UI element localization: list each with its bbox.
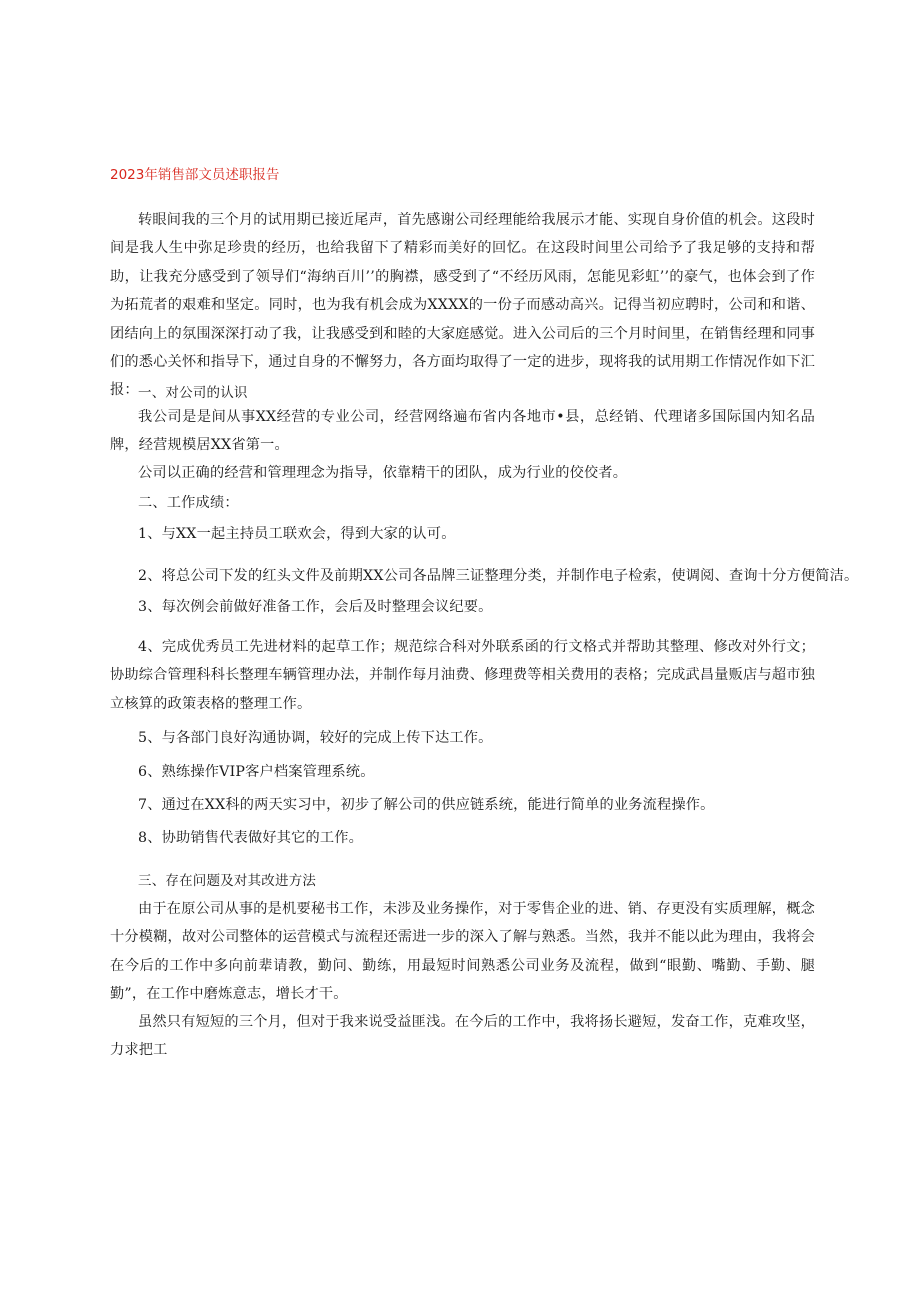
achievement-item-8: 8、协助销售代表做好其它的工作。: [138, 830, 364, 846]
achievement-item-4: 4、完成优秀员工先进材料的起草工作；规范综合科对外联系函的行文格式并帮助其整理、修改对外行文；协助综合管理科科长整理车辆管理办法，并制作每月油费、修理费等相关费用的表格；完成武昌量贩店与超市独立核算的政策表格的整理工作。: [110, 639, 815, 712]
achievement-item-2: 2、将总公司下发的红头文件及前期XX公司各品牌三证整理分类，并制作电子检索，使调阅、查询十分方便简洁。: [138, 568, 859, 584]
achievement-item-6: 6、熟练操作VIP客户档案管理系统。: [138, 764, 375, 780]
section-3-paragraph-2: 虽然只有短短的三个月，但对于我来说受益匪浅。在今后的工作中，我将扬长避短，发奋工作，克难攻坚，力求把工: [110, 1014, 815, 1059]
achievement-item-5: 5、与各部门良好沟通协调，较好的完成上传下达工作。: [138, 730, 493, 746]
section-3-paragraph-1: 由于在原公司从事的是机要秘书工作，未涉及业务操作，对于零售企业的进、销、存更没有实质理解，概念十分模糊，故对公司整体的运营模式与流程还需进一步的深入了解与熟悉。当然，我并不能以此为理由，我将会在今后的工作中多向前辈请教，勤问、勤练，用最短时间熟悉公司业务及流程，做到“眼勤、嘴勤、手勤、腿勤”，在工作中磨炼意志，增长才干。: [110, 901, 815, 1003]
achievement-item-7: 7、通过在XX科的两天实习中，初步了解公司的供应链系统，能进行简单的业务流程操作。: [138, 797, 715, 813]
document-title: 2023年销售部文员述职报告: [110, 167, 280, 183]
section-1-paragraph-1: 我公司是是间从事XX经营的专业公司，经营网络遍布省内各地市•县，总经销、代理诸多国际国内知名品牌，经营规模居XX省第一。: [110, 409, 815, 454]
achievement-item-1: 1、与XX一起主持员工联欢会，得到大家的认可。: [138, 526, 456, 542]
section-2-heading: 二、工作成绩：: [138, 495, 239, 511]
section-3-heading: 三、存在问题及对其改进方法: [138, 873, 317, 889]
section-1-heading: 一、对公司的认识: [138, 385, 248, 401]
intro-paragraph: 转眼间我的三个月的试用期已接近尾声，首先感谢公司经理能给我展示才能、实现自身价值的机会。这段时间是我人生中弥足珍贵的经历，也给我留下了精彩而美好的回忆。在这段时间里公司给予了我足够的支持和帮助，让我充分感受到了领导们“海纳百川’’的胸襟，感受到了“不经历风雨，怎能见彩虹’’的豪气，也体会到了作为拓荒者的艰难和坚定。同时，也为我有机会成为XXXX的一份子而感动高兴。记得当初应聘时，公司和和谐、团结向上的氛围深深打动了我，让我感受到和睦的大家庭感觉。进入公司后的三个月时间里，在销售经理和同事们的悉心关怀和指导下，通过自身的不懈努力，各方面均取得了一定的进步，现将我的试用期工作情况作如下汇报：: [110, 212, 815, 399]
section-1-paragraph-2: 公司以正确的经营和管理理念为指导，依靠精干的团队，成为行业的佼佼者。: [138, 465, 628, 481]
achievement-item-3: 3、每次例会前做好准备工作，会后及时整理会议纪要。: [138, 599, 493, 615]
